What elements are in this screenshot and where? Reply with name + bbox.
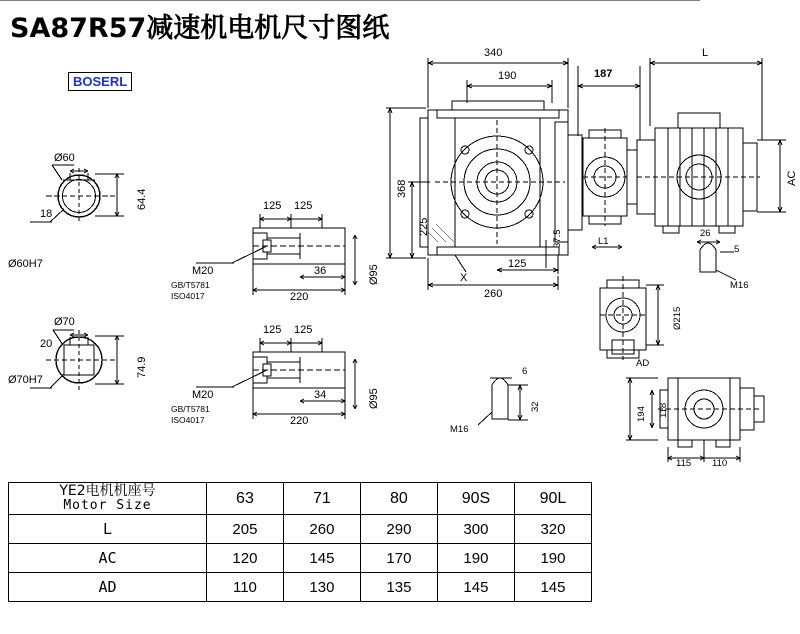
label-flange-110: 110 xyxy=(712,458,728,469)
label-main-225: 225 xyxy=(418,217,430,236)
label-hollow-bottom-std1: GB/T5781 xyxy=(171,404,210,414)
table-row-label-AC: AC xyxy=(9,544,207,573)
table-cell-AD-90L: 145 xyxy=(514,573,591,602)
table-row xyxy=(9,573,592,602)
label-hollow-top-36: 36 xyxy=(314,265,327,277)
table-cell-L-90S: 300 xyxy=(437,515,514,544)
table-cell-AC-80: 170 xyxy=(360,544,437,573)
table-cell-AD-63: 110 xyxy=(206,573,283,602)
table-header-size-0: 63 xyxy=(206,483,283,515)
label-hub-26: 26 xyxy=(700,228,711,239)
table-header-size-4: 90L xyxy=(514,483,591,515)
label-hollow-top-thread: M20 xyxy=(192,265,214,277)
table-cell-AC-63: 120 xyxy=(206,544,283,573)
table-header-size-2: 80 xyxy=(360,483,437,515)
label-key-M16: M16 xyxy=(450,424,469,435)
label-hollow-bottom-125a: 125 xyxy=(263,324,282,336)
label-main-L: L xyxy=(702,47,709,59)
label-hollow-top-220: 220 xyxy=(290,291,309,303)
label-hub-5: 5 xyxy=(734,244,740,255)
table-header-size-1: 71 xyxy=(283,483,360,515)
table-row xyxy=(9,544,592,573)
label-hollow-bottom-thread: M20 xyxy=(192,389,214,401)
label-shaft-bottom-dia: Ø70 xyxy=(54,316,75,328)
label-hollow-bottom-220: 220 xyxy=(290,415,309,427)
label-flange-118: 118 xyxy=(658,402,669,418)
label-hollow-top-std2: ISO4017 xyxy=(171,291,205,301)
label-flange-115: 115 xyxy=(676,458,692,469)
label-hollow-top-125b: 125 xyxy=(294,200,313,212)
table-header-label xyxy=(9,483,207,515)
table-cell-AD-71: 130 xyxy=(283,573,360,602)
table-cell-AC-90S: 190 xyxy=(437,544,514,573)
table-cell-AD-90S: 145 xyxy=(437,573,514,602)
label-main-260: 260 xyxy=(484,288,503,300)
label-shaft-bottom-key-height: 74.9 xyxy=(136,356,148,378)
label-hub-M16: M16 xyxy=(730,280,749,291)
page-title: SA87R57减速机电机尺寸图纸 xyxy=(10,13,390,44)
table-cell-L-63: 205 xyxy=(206,515,283,544)
table-header-label-en: Motor Size xyxy=(63,498,152,514)
label-main-AC: AC xyxy=(786,170,798,186)
table-row-label-AD: AD xyxy=(9,573,207,602)
label-main-368: 368 xyxy=(396,179,408,198)
table-cell-AC-71: 145 xyxy=(283,544,360,573)
label-shaft-top-tol: Ø60H7 xyxy=(8,258,43,270)
label-hollow-bottom-dia95: Ø95 xyxy=(368,388,380,409)
label-hollow-top-std1: GB/T5781 xyxy=(171,280,210,290)
label-main-L1: L1 xyxy=(598,236,609,247)
table-header-label-cn: YE2电机机座号 xyxy=(59,483,156,499)
label-hollow-bottom-34: 34 xyxy=(314,389,327,401)
label-key-6: 6 xyxy=(522,366,528,377)
label-main-375: 37.5 xyxy=(552,229,563,248)
label-main-187: 187 xyxy=(594,68,613,80)
label-hollow-bottom-125b: 125 xyxy=(294,324,313,336)
label-shaft-bottom-key-width: 20 xyxy=(40,338,53,350)
table-cell-L-80: 290 xyxy=(360,515,437,544)
label-shaft-top-key-height: 64.4 xyxy=(136,188,148,210)
label-hub-215: Ø215 xyxy=(672,306,683,330)
table-header-size-3: 90S xyxy=(437,483,514,515)
label-shaft-top-key-width: 18 xyxy=(40,208,53,220)
label-key-32: 32 xyxy=(530,401,541,412)
label-main-340: 340 xyxy=(484,47,503,59)
label-hollow-bottom-std2: ISO4017 xyxy=(171,415,205,425)
table-cell-AD-80: 135 xyxy=(360,573,437,602)
table-row-label-L: L xyxy=(9,515,207,544)
label-main-X: X xyxy=(460,272,468,284)
label-main-190: 190 xyxy=(498,70,517,82)
label-hollow-top-125a: 125 xyxy=(263,200,282,212)
label-hollow-top-dia95: Ø95 xyxy=(368,264,380,285)
table-cell-L-71: 260 xyxy=(283,515,360,544)
label-flange-194: 194 xyxy=(636,406,647,422)
table-header-row xyxy=(9,483,592,515)
table-cell-AC-90L: 190 xyxy=(514,544,591,573)
brand-logo: BOSERL xyxy=(68,72,132,91)
table-row xyxy=(9,515,592,544)
table-cell-L-90L: 320 xyxy=(514,515,591,544)
motor-size-table xyxy=(8,482,592,602)
label-AD: AD xyxy=(636,358,650,369)
label-shaft-top-dia: Ø60 xyxy=(54,152,75,164)
label-shaft-bottom-tol: Ø70H7 xyxy=(8,374,43,386)
label-main-125: 125 xyxy=(508,258,527,270)
